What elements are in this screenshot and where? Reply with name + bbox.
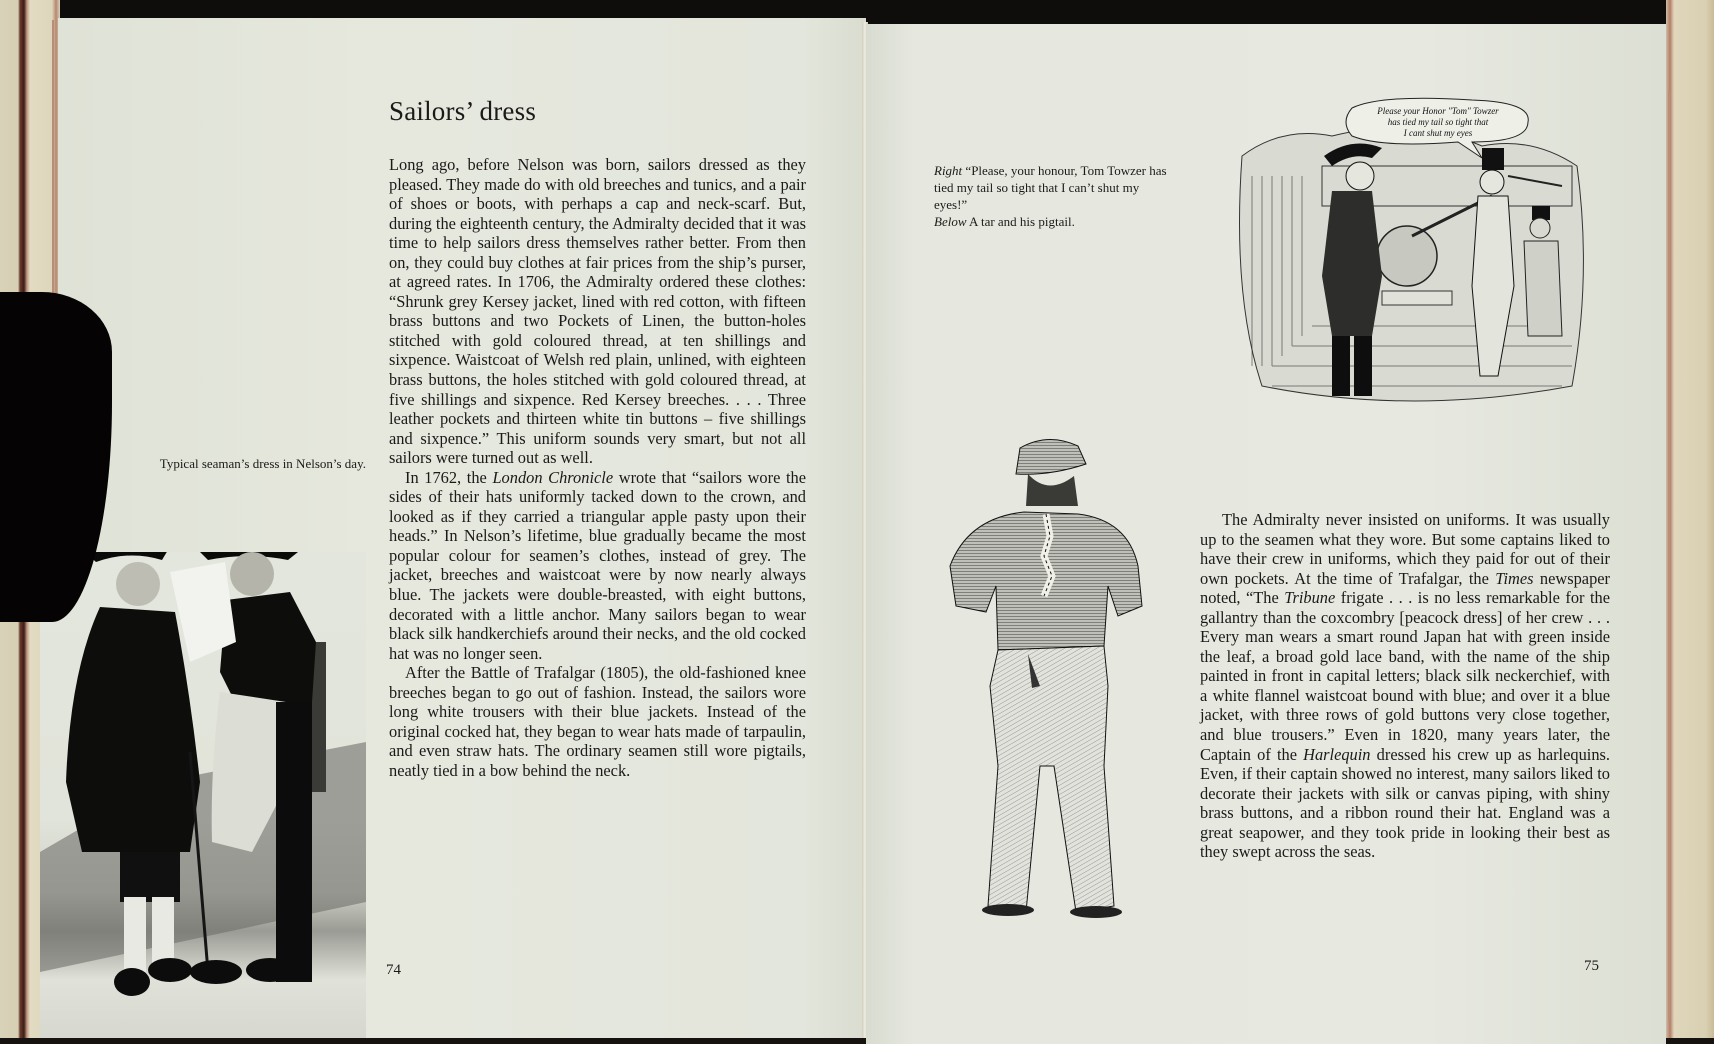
page-number-left: 74 [386, 962, 401, 978]
paragraph-text: wrote that “sailors wore the sides of their hats uniformly tacked down to the crown, and looked as if they carried a triangular apple pasty upon their heads.” In Nelson’s lifetime, blue gradually became the most popular colour for seamen’s clothes, instead of grey. The jacket, breeches and waistcoat were by now nearly always blue. The jackets were double-breasted, with eight buttons, decorated with a little anchor. Many sailors began to wear black silk handkerchiefs around their necks, and the old cocked hat was no longer seen. [389, 467, 806, 663]
caption-label-right: Right [934, 163, 963, 178]
right-page-edge-line [1668, 90, 1670, 1020]
paragraph-text: newspaper noted, “The [1200, 568, 1610, 608]
body-paragraph [389, 468, 806, 663]
left-body-text [389, 155, 806, 781]
italic-title-text: Tribune [1284, 588, 1336, 608]
cartoon-illustration [1232, 96, 1592, 418]
paragraph-text: The Admiralty never insisted on uniforms. It was usually up to the seamen what they wore. But some captains liked to have their crew in uniforms, which they paid for out of their own pockets. At the time of Trafalgar, the [1200, 510, 1610, 588]
body-paragraph [389, 663, 806, 780]
paragraph-text: dressed his crew up as harlequins. Even, if their captain showed no interest, many sailors liked to decorate their jackets with silk or canvas piping, with shiny brass buttons, and a ribbon round their hat. England was a great seapower, and they took pride in looking their best as they swept across the seas. [1200, 744, 1610, 862]
photo-caption: Typical seaman’s dress in Nelson’s day. [159, 456, 366, 471]
officer-and-sailor-cartoon-icon [1232, 96, 1592, 418]
paragraph-text: In 1762, the [405, 467, 493, 487]
body-paragraph [1200, 510, 1610, 862]
svg-text:Please your Honor "Tom" Towzer: Please your Honor "Tom" Towzer [1377, 106, 1499, 116]
paragraph-text: Long ago, before Nelson was born, sailors dressed as they pleased. They made do with old breeches and tunics, and a pair of shoes or boots, with perhaps a cap and neck-scarf. But, during the eighteenth century, the Admiralty decided that it was time to help sailors dress themselves rather better. From then on, they could buy clothes at fair prices from the ship’s purser, at agreed rates. In 1706, the Admiralty ordered these clothes: “Shrunk grey Kersey jacket, lined with red cotton, with fifteen brass buttons and two Pockets of Linen, the button-holes stitched with gold coloured thread, at ten shillings and sixpence. Waistcoat of Welsh red plain, unlined, with eighteen brass buttons, the holes stitched with gold coloured thread, at five shillings and sixpence. Red Kersey breeches. . . . Three leather pockets and thirteen white tin buttons – five shillings and sixpence.” This uniform sounds very smart, but not all sailors were turned out as well. [389, 155, 806, 468]
photo-two-sailors [40, 552, 366, 1038]
paragraph-text: frigate . . . is no less remarkable for the gallantry than the coxcombry [peacock dress] of her crew . . . Every man wears a smart round Japan hat with green inside the leaf, a broad gold lace band, with the name of the ship painted in front in capital letters; black silk neckerchief, with a white flannel waistcoat bound with blue; and over it a blue jacket, with three rows of gold buttons very close together, and blue trousers.” Even in 1820, many years later, the Captain of the [1200, 588, 1611, 764]
italic-title-text: Harlequin [1303, 744, 1371, 764]
caption-label-below: Below [934, 214, 967, 229]
italic-title-text: Times [1495, 568, 1534, 588]
body-paragraph [389, 155, 806, 468]
caption-text-right: “Please, your honour, Tom Towzer has tied my tail so tight that I can’t shut my eyes!” [934, 163, 1167, 212]
page-number-right: 75 [1584, 958, 1599, 974]
sailor-back-view-icon [928, 436, 1168, 926]
sailors-photo-icon [40, 552, 366, 1038]
illustration-caption [934, 162, 1174, 230]
tar-pigtail-illustration [928, 436, 1168, 926]
svg-text:I cant shut my eyes: I cant shut my eyes [1403, 128, 1473, 138]
page-title: Sailors’ dress [389, 96, 537, 127]
svg-text:has tied my tail so tight that: has tied my tail so tight that [1387, 117, 1489, 127]
book-cover-right-edge [1666, 0, 1714, 1038]
right-body-text [1200, 510, 1610, 862]
italic-title-text: London Chronicle [492, 467, 614, 487]
caption-text-below: A tar and his pigtail. [966, 214, 1075, 229]
paragraph-text: After the Battle of Trafalgar (1805), the old-fashioned knee breeches began to go out of fashion. Instead, the sailors wore long white trousers with their blue jackets. Instead of the original cocked hat, they began to wear hats made of tarpaulin, and even straw hats. The ordinary seamen still wore pigtails, neatly tied in a bow behind the neck. [389, 663, 806, 780]
